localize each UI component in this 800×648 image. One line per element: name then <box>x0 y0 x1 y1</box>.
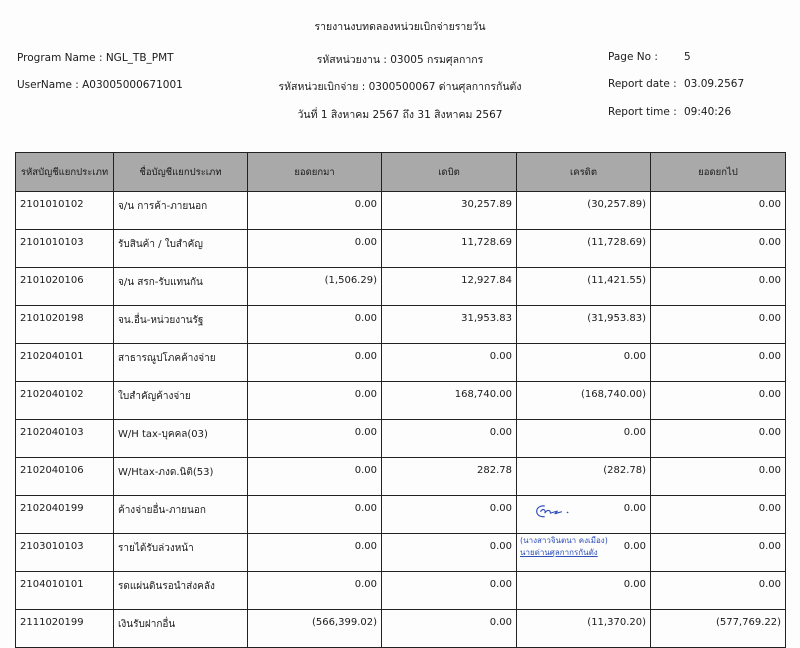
cell-account-name-value: W/Htax-ภงด.นิติ(53) <box>118 467 214 478</box>
cell-account-name <box>114 268 248 306</box>
cell-credit-value: (282.78) <box>603 465 646 476</box>
cell-opening-balance-value: 0.00 <box>354 389 377 400</box>
cell-opening-balance <box>248 496 382 534</box>
cell-credit-value: 0.00 <box>623 427 646 438</box>
cell-closing-balance-value: 0.00 <box>758 541 781 552</box>
table-row <box>16 496 786 534</box>
cell-closing-balance <box>651 610 786 648</box>
cell-account-name <box>114 420 248 458</box>
signature-icon <box>529 500 579 522</box>
cell-account-code <box>16 306 114 344</box>
cell-closing-balance <box>651 230 786 268</box>
cell-opening-balance-value: 0.00 <box>354 541 377 552</box>
stamp-name: (นางสาวจินตนา คงเมือง) <box>520 536 608 545</box>
cell-account-code <box>16 344 114 382</box>
cell-closing-balance-value: 0.00 <box>758 427 781 438</box>
cell-account-code-value: 2104010101 <box>20 579 84 590</box>
cell-account-code <box>16 420 114 458</box>
cell-credit-value: 0.00 <box>623 503 646 514</box>
cell-debit <box>382 572 517 610</box>
cell-account-name <box>114 496 248 534</box>
cell-credit <box>517 230 651 268</box>
table-row <box>16 382 786 420</box>
cell-opening-balance-value: 0.00 <box>354 199 377 210</box>
user-name: UserName : A03005000671001 <box>17 79 183 91</box>
report-title: รายงานงบทดลองหน่วยเบิกจ่ายรายวัน <box>314 21 486 33</box>
cell-account-code-value: 2103010103 <box>20 541 84 552</box>
cell-debit <box>382 306 517 344</box>
cell-account-code <box>16 610 114 648</box>
cell-closing-balance-value: 0.00 <box>758 313 781 324</box>
cell-account-name <box>114 382 248 420</box>
cell-account-code <box>16 572 114 610</box>
cell-credit <box>517 192 651 230</box>
cell-debit <box>382 382 517 420</box>
cell-debit <box>382 344 517 382</box>
cell-closing-balance <box>651 268 786 306</box>
table-row <box>16 420 786 458</box>
report-date-value: 03.09.2567 <box>684 78 745 90</box>
cell-credit <box>517 306 651 344</box>
report-date-label: Report date : <box>608 78 677 90</box>
report-time-label: Report time : <box>608 106 677 118</box>
table-row <box>16 306 786 344</box>
cell-account-name-value: เงินรับฝากอื่น <box>118 619 176 630</box>
cell-debit-value: 0.00 <box>489 351 512 362</box>
cell-closing-balance <box>651 420 786 458</box>
disbursing-unit-code: รหัสหน่วยเบิกจ่าย : 0300500067 ด่านศุลกากรกันตัง <box>278 81 522 93</box>
cell-debit-value: 30,257.89 <box>461 199 512 210</box>
cell-account-name <box>114 572 248 610</box>
cell-closing-balance-value: 0.00 <box>758 275 781 286</box>
cell-credit <box>517 610 651 648</box>
header-account-code: รหัสบัญชีแยกประเภท <box>16 153 114 192</box>
cell-account-code <box>16 192 114 230</box>
cell-account-name <box>114 192 248 230</box>
cell-opening-balance-value: 0.00 <box>354 579 377 590</box>
cell-opening-balance <box>248 268 382 306</box>
cell-opening-balance-value: (1,506.29) <box>324 275 377 286</box>
cell-closing-balance-value: 0.00 <box>758 351 781 362</box>
cell-closing-balance-value: 0.00 <box>758 503 781 514</box>
cell-closing-balance <box>651 192 786 230</box>
cell-debit <box>382 192 517 230</box>
header-closing-balance: ยอดยกไป <box>651 153 786 192</box>
report-time-value: 09:40:26 <box>684 106 732 118</box>
stamp-position: นายด่านศุลกากรกันตัง <box>520 548 598 557</box>
cell-debit <box>382 458 517 496</box>
cell-closing-balance-value: 0.00 <box>758 237 781 248</box>
cell-closing-balance-value: 0.00 <box>758 579 781 590</box>
cell-debit-value: 168,740.00 <box>454 389 512 400</box>
cell-opening-balance-value: (566,399.02) <box>311 617 377 628</box>
cell-account-name-value: ค้างจ่ายอื่น-ภายนอก <box>118 505 206 516</box>
cell-account-code <box>16 458 114 496</box>
table-row <box>16 192 786 230</box>
cell-account-name <box>114 610 248 648</box>
cell-account-name-value: สาธารณูปโภคค้างจ่าย <box>118 353 216 364</box>
cell-credit <box>517 458 651 496</box>
cell-opening-balance <box>248 306 382 344</box>
cell-account-code-value: 2102040103 <box>20 427 84 438</box>
cell-account-code-value: 2102040199 <box>20 503 84 514</box>
table-row <box>16 534 786 572</box>
table-row <box>16 344 786 382</box>
header-opening-balance: ยอดยกมา <box>248 153 382 192</box>
cell-credit <box>517 496 651 534</box>
cell-opening-balance <box>248 420 382 458</box>
cell-credit-value: (11,421.55) <box>587 275 646 286</box>
cell-credit-value: 0.00 <box>623 351 646 362</box>
cell-account-name <box>114 534 248 572</box>
cell-account-code <box>16 496 114 534</box>
unit-code: รหัสหน่วยงาน : 03005 กรมศุลกากร <box>316 54 484 66</box>
cell-account-code-value: 2102040106 <box>20 465 84 476</box>
table-row <box>16 572 786 610</box>
program-name: Program Name : NGL_TB_PMT <box>17 52 174 64</box>
cell-account-code <box>16 382 114 420</box>
cell-credit-value: (11,728.69) <box>587 237 646 248</box>
cell-account-code-value: 2101010103 <box>20 237 84 248</box>
cell-credit <box>517 268 651 306</box>
cell-debit-value: 0.00 <box>489 579 512 590</box>
cell-account-name <box>114 306 248 344</box>
cell-credit-value: (168,740.00) <box>580 389 646 400</box>
header-debit: เดบิต <box>382 153 517 192</box>
cell-credit-value: (11,370.20) <box>587 617 646 628</box>
cell-account-code-value: 2101010102 <box>20 199 84 210</box>
report-period: วันที่ 1 สิงหาคม 2567 ถึง 31 สิงหาคม 2567 <box>297 109 503 121</box>
cell-closing-balance-value: 0.00 <box>758 465 781 476</box>
trial-balance-table <box>15 152 786 648</box>
cell-account-name-value: รายได้รับล่วงหน้า <box>118 543 194 554</box>
cell-opening-balance-value: 0.00 <box>354 427 377 438</box>
cell-opening-balance-value: 0.00 <box>354 351 377 362</box>
cell-closing-balance <box>651 496 786 534</box>
table-row <box>16 230 786 268</box>
cell-opening-balance <box>248 382 382 420</box>
cell-debit-value: 0.00 <box>489 541 512 552</box>
cell-account-name-value: รับสินค้า / ใบสำคัญ <box>118 239 203 250</box>
cell-debit <box>382 420 517 458</box>
table-row <box>16 610 786 648</box>
cell-credit-value: (30,257.89) <box>587 199 646 210</box>
cell-opening-balance <box>248 534 382 572</box>
cell-credit <box>517 382 651 420</box>
cell-opening-balance <box>248 344 382 382</box>
cell-credit <box>517 420 651 458</box>
cell-closing-balance <box>651 458 786 496</box>
cell-debit-value: 0.00 <box>489 503 512 514</box>
cell-debit <box>382 496 517 534</box>
cell-credit-value: 0.00 <box>623 541 646 552</box>
cell-credit <box>517 534 651 572</box>
cell-debit <box>382 268 517 306</box>
cell-closing-balance <box>651 534 786 572</box>
cell-opening-balance <box>248 230 382 268</box>
page-no-label: Page No : <box>608 51 658 63</box>
cell-credit <box>517 344 651 382</box>
cell-closing-balance <box>651 344 786 382</box>
cell-closing-balance <box>651 382 786 420</box>
header-account-name: ชื่อบัญชีแยกประเภท <box>114 153 248 192</box>
cell-opening-balance-value: 0.00 <box>354 237 377 248</box>
table-row <box>16 458 786 496</box>
cell-debit-value: 12,927.84 <box>461 275 512 286</box>
cell-account-name-value: ใบสำคัญค้างจ่าย <box>118 391 191 402</box>
cell-account-code <box>16 534 114 572</box>
cell-account-code <box>16 230 114 268</box>
cell-debit <box>382 534 517 572</box>
header-credit: เครดิต <box>517 153 651 192</box>
cell-debit-value: 0.00 <box>489 427 512 438</box>
cell-opening-balance <box>248 192 382 230</box>
cell-credit-value: 0.00 <box>623 579 646 590</box>
cell-account-code-value: 2101020106 <box>20 275 84 286</box>
cell-debit-value: 11,728.69 <box>461 237 512 248</box>
cell-account-code-value: 2102040102 <box>20 389 84 400</box>
cell-account-name-value: จน.อื่น-หน่วยงานรัฐ <box>118 315 204 326</box>
page-no-value: 5 <box>684 51 691 63</box>
cell-account-name-value: รดแผ่นดินรอนำส่งคลัง <box>118 581 215 592</box>
cell-debit-value: 31,953.83 <box>461 313 512 324</box>
cell-opening-balance <box>248 458 382 496</box>
cell-account-name-value: จ/น สรก-รับแทนกัน <box>118 277 203 288</box>
table-row <box>16 268 786 306</box>
cell-closing-balance-value: (577,769.22) <box>715 617 781 628</box>
cell-opening-balance <box>248 610 382 648</box>
cell-closing-balance <box>651 306 786 344</box>
cell-account-code-value: 2101020198 <box>20 313 84 324</box>
cell-account-code-value: 2102040101 <box>20 351 84 362</box>
cell-opening-balance <box>248 572 382 610</box>
cell-opening-balance-value: 0.00 <box>354 313 377 324</box>
cell-account-name-value: W/H tax-บุคคล(03) <box>118 429 208 440</box>
cell-closing-balance <box>651 572 786 610</box>
cell-credit-value: (31,953.83) <box>587 313 646 324</box>
cell-debit-value: 0.00 <box>489 617 512 628</box>
cell-debit-value: 282.78 <box>477 465 512 476</box>
cell-debit <box>382 230 517 268</box>
cell-credit <box>517 572 651 610</box>
cell-closing-balance-value: 0.00 <box>758 199 781 210</box>
cell-debit <box>382 610 517 648</box>
cell-opening-balance-value: 0.00 <box>354 503 377 514</box>
cell-account-name <box>114 458 248 496</box>
cell-closing-balance-value: 0.00 <box>758 389 781 400</box>
cell-account-name <box>114 230 248 268</box>
cell-account-code-value: 2111020199 <box>20 617 84 628</box>
table-header-row <box>16 153 786 192</box>
cell-account-name <box>114 344 248 382</box>
cell-opening-balance-value: 0.00 <box>354 465 377 476</box>
cell-account-name-value: จ/น การค้า-ภายนอก <box>118 201 208 212</box>
cell-account-code <box>16 268 114 306</box>
